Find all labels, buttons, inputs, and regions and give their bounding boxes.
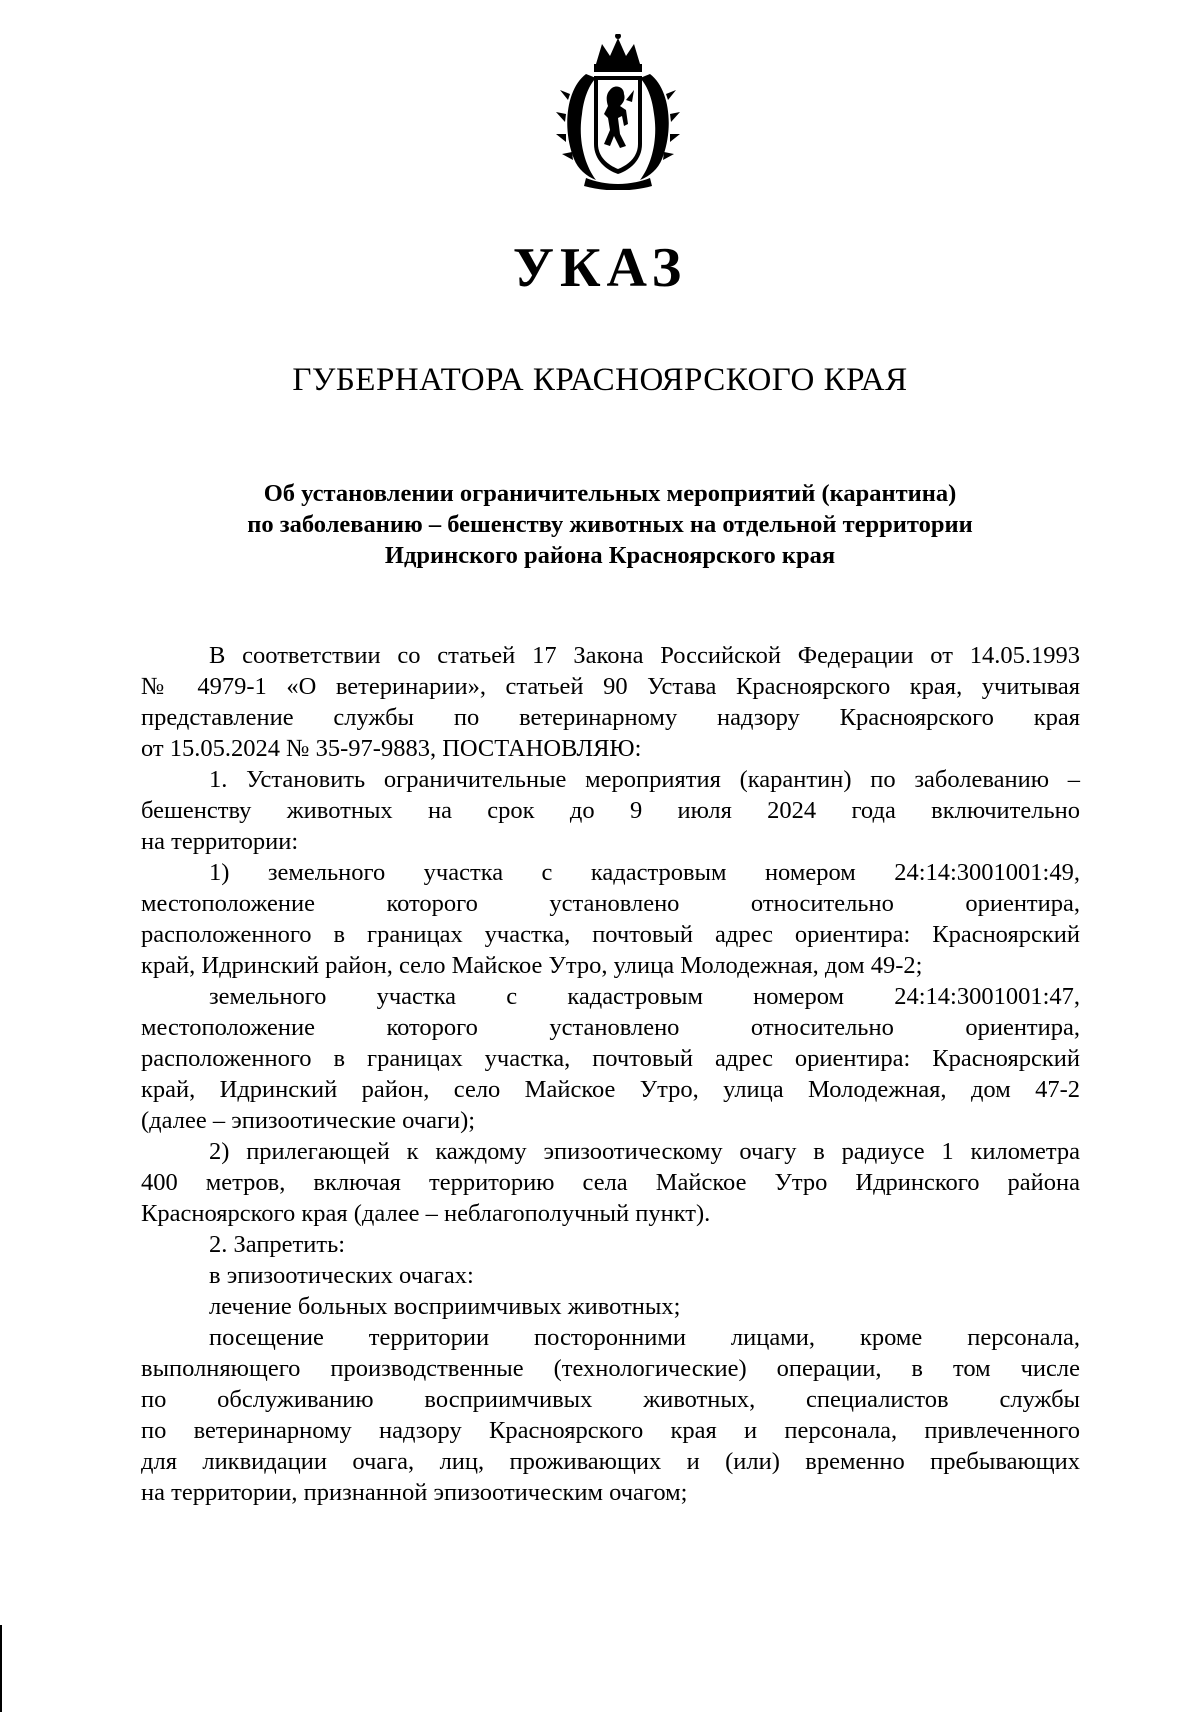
- body-line: на территории:: [141, 828, 299, 855]
- body-line: от 15.05.2024 № 35-97-9883, ПОСТАНОВЛЯЮ:: [141, 735, 642, 762]
- coat-of-arms-icon: [556, 34, 680, 190]
- body-line: земельного участка с кадастровым номером 24:14:3001001:47,: [209, 983, 1080, 1010]
- body-line: по ветеринарному надзору Красноярского края и персонала, привлеченного: [141, 1417, 1080, 1444]
- body-line: 1. Установить ограничительные мероприятия (карантин) по заболеванию –: [209, 766, 1080, 793]
- decree-body: [141, 640, 1080, 1508]
- heading-line: Идринского района Красноярского края: [384, 542, 836, 569]
- document-subtitle: ГУБЕРНАТОРА КРАСНОЯРСКОГО КРАЯ: [292, 362, 908, 398]
- body-line: край, Идринский район, село Майское Утро, улица Молодежная, дом 49-2;: [141, 952, 923, 979]
- body-line: 1) земельного участка с кадастровым номером 24:14:3001001:49,: [209, 859, 1080, 886]
- body-line: на территории, признанной эпизоотическим очагом;: [141, 1479, 688, 1506]
- body-line: местоположение которого установлено относительно ориентира,: [141, 890, 1080, 917]
- body-line: посещение территории посторонними лицами, кроме персонала,: [209, 1324, 1080, 1351]
- body-line: расположенного в границах участка, почтовый адрес ориентира: Красноярский: [141, 1045, 1080, 1072]
- body-line: местоположение которого установлено относительно ориентира,: [141, 1014, 1080, 1041]
- body-line: В соответствии со статьей 17 Закона Российской Федерации от 14.05.1993: [209, 642, 1080, 669]
- body-line: по обслуживанию восприимчивых животных, специалистов службы: [141, 1386, 1080, 1413]
- body-line: лечение больных восприимчивых животных;: [209, 1293, 681, 1320]
- body-line: 2) прилегающей к каждому эпизоотическому очагу в радиусе 1 километра: [209, 1138, 1080, 1165]
- heading-line: Об установлении ограничительных мероприятий (карантина): [263, 480, 957, 507]
- body-line: 400 метров, включая территорию села Майское Утро Идринского района: [141, 1169, 1080, 1196]
- body-line: выполняющего производственные (технологические) операции, в том числе: [141, 1355, 1080, 1382]
- body-line: № 4979-1 «О ветеринарии», статьей 90 Устава Красноярского края, учитывая: [141, 673, 1080, 700]
- body-line: Красноярского края (далее – неблагополучный пункт).: [141, 1200, 711, 1227]
- body-line: для ликвидации очага, лиц, проживающих и (или) временно пребывающих: [141, 1448, 1080, 1475]
- body-line: край, Идринский район, село Майское Утро, улица Молодежная, дом 47-2: [141, 1076, 1080, 1103]
- scan-edge-mark: [0, 1625, 2, 1712]
- decree-heading: [150, 478, 1070, 571]
- heading-line: по заболеванию – бешенству животных на отдельной территории: [247, 511, 973, 538]
- body-line: (далее – эпизоотические очаги);: [141, 1107, 476, 1134]
- body-line: представление службы по ветеринарному надзору Красноярского края: [141, 704, 1080, 731]
- body-line: расположенного в границах участка, почтовый адрес ориентира: Красноярский: [141, 921, 1080, 948]
- body-line: в эпизоотических очагах:: [209, 1262, 474, 1289]
- body-line: бешенству животных на срок до 9 июля 2024 года включительно: [141, 797, 1080, 824]
- body-line: 2. Запретить:: [209, 1231, 346, 1258]
- document-title: УКАЗ: [512, 237, 688, 299]
